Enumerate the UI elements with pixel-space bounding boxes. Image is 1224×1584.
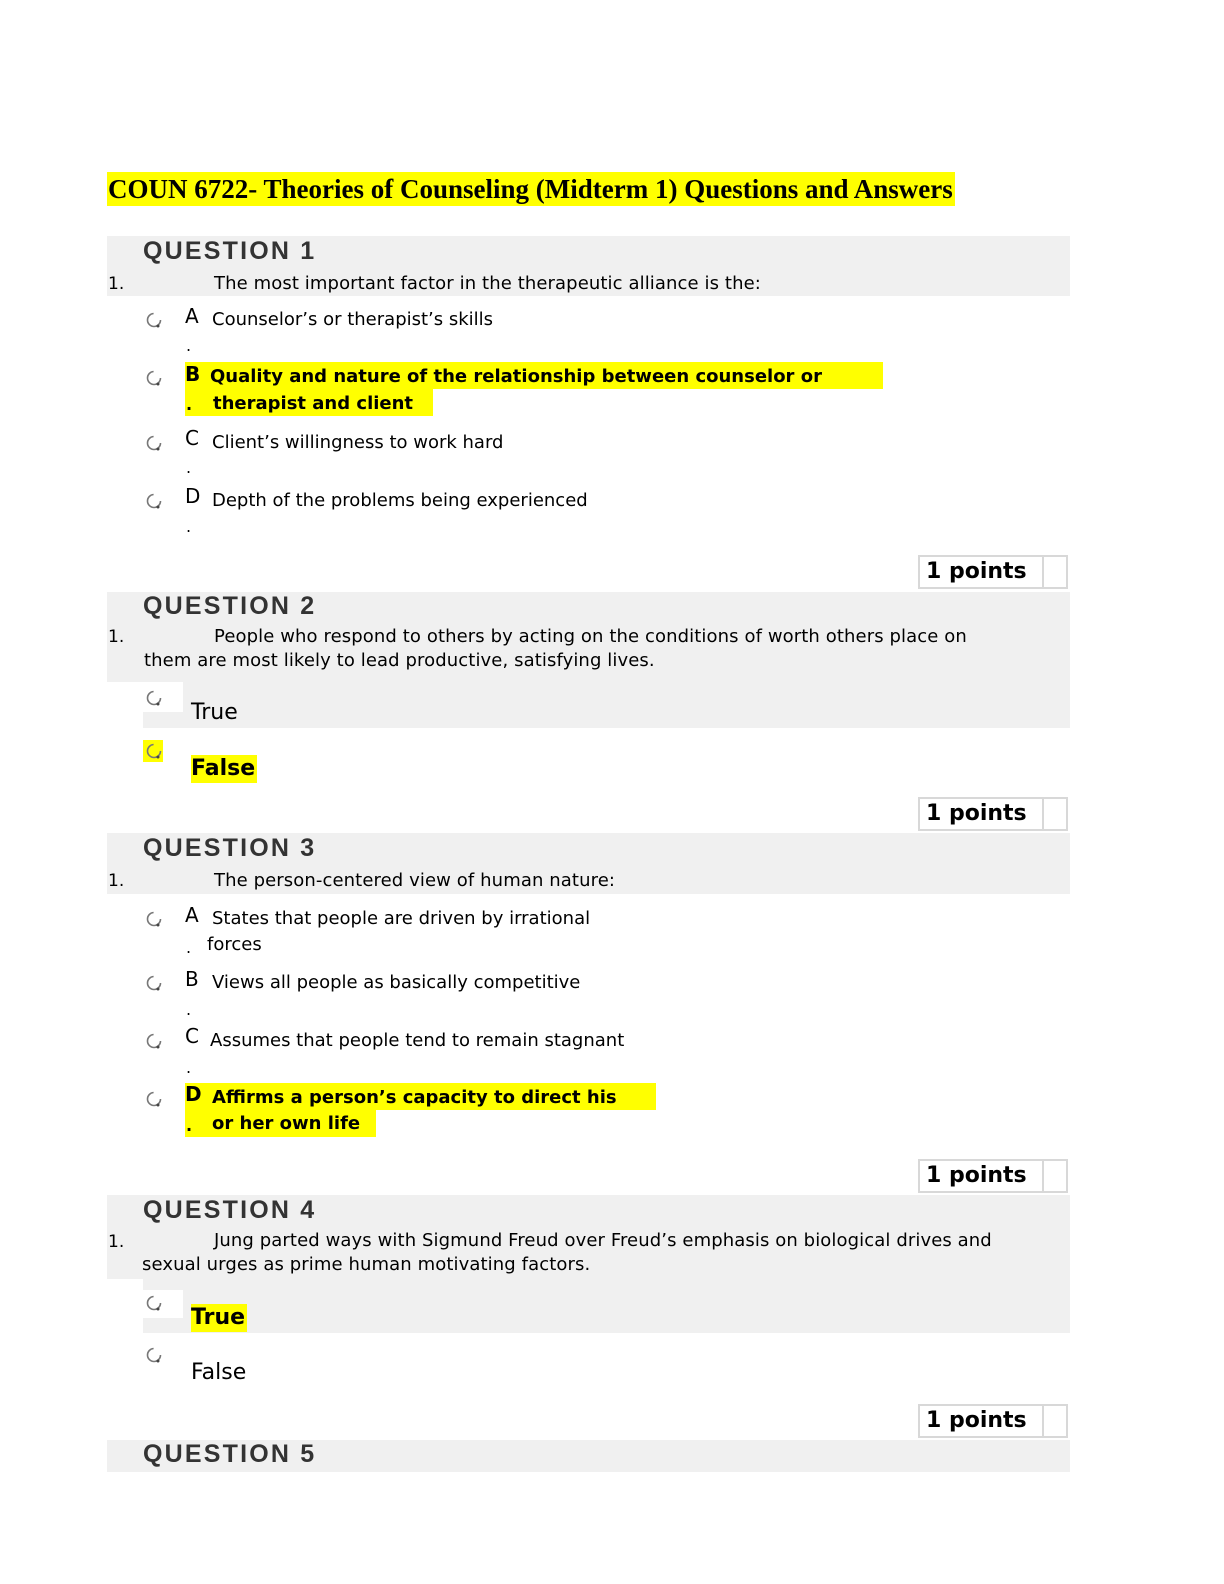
question-1-heading: QUESTION 1 xyxy=(143,237,317,265)
question-2-text-line1: People who respond to others by acting on the conditions of worth others place on xyxy=(214,626,967,647)
q3-option-d-radio[interactable] xyxy=(146,1091,162,1107)
q1-option-d-dot: . xyxy=(186,517,192,536)
q3-option-a-text-line1: States that people are driven by irrational xyxy=(212,908,591,929)
q2-false-label: False xyxy=(191,756,256,781)
question-4-text-line2: sexual urges as prime human motivating factors. xyxy=(142,1254,591,1275)
q3-option-d-text-line1: Affirms a person’s capacity to direct his xyxy=(212,1087,617,1108)
q1-option-a-letter: A xyxy=(185,304,199,328)
q4-false-radio[interactable] xyxy=(146,1347,162,1363)
q2-false-radio[interactable] xyxy=(146,743,162,759)
q3-option-d-letter: D xyxy=(185,1082,202,1106)
q1-points-label: 1 points xyxy=(920,557,1044,587)
question-1-number: 1. xyxy=(108,274,125,294)
q3-option-d-text-line2: or her own life xyxy=(212,1113,361,1134)
q1-option-c-dot: . xyxy=(186,458,192,477)
q3-option-a-letter: A xyxy=(185,903,199,927)
q3-option-b-dot: . xyxy=(186,1000,192,1019)
q2-true-label: True xyxy=(191,700,238,725)
q1-option-b-letter: B xyxy=(185,362,201,386)
question-4-text-line1: Jung parted ways with Sigmund Freud over Freud’s emphasis on biological drives and xyxy=(214,1230,992,1251)
q1-option-b-text-line1: Quality and nature of the relationship between counselor or xyxy=(210,366,822,387)
q2-points-label: 1 points xyxy=(920,799,1044,829)
q3-option-b-text: Views all people as basically competitive xyxy=(212,972,581,993)
q3-option-c-letter: C xyxy=(185,1024,199,1048)
q1-option-d-radio[interactable] xyxy=(146,493,162,509)
q3-option-c-text: Assumes that people tend to remain stagnant xyxy=(210,1030,625,1051)
document-title: COUN 6722- Theories of Counseling (Midterm 1) Questions and Answers xyxy=(108,174,953,204)
question-2-heading: QUESTION 2 xyxy=(143,592,317,620)
q4-true-label: True xyxy=(191,1305,246,1330)
q1-option-a-text: Counselor’s or therapist’s skills xyxy=(212,309,494,330)
q3-option-c-dot: . xyxy=(186,1058,192,1077)
question-2-number: 1. xyxy=(108,627,125,647)
question-2-white-gap xyxy=(107,682,143,728)
question-3-number: 1. xyxy=(108,871,125,891)
q3-option-a-text-line2: forces xyxy=(207,934,262,955)
q1-option-c-letter: C xyxy=(185,426,199,450)
q1-option-b-dot: . xyxy=(186,395,193,414)
q3-option-a-radio[interactable] xyxy=(146,911,162,927)
q3-points-box xyxy=(918,1159,1068,1193)
question-4-number: 1. xyxy=(108,1232,125,1252)
question-2-text-line2: them are most likely to lead productive, satisfying lives. xyxy=(144,650,655,671)
q4-true-radio[interactable] xyxy=(146,1295,162,1311)
q1-option-d-letter: D xyxy=(185,484,201,508)
q1-option-a-radio[interactable] xyxy=(146,312,162,328)
q4-points-label: 1 points xyxy=(920,1406,1044,1436)
q1-option-b-text-line2: therapist and client xyxy=(213,393,414,414)
q3-option-b-letter: B xyxy=(185,967,199,991)
q4-false-label: False xyxy=(191,1360,247,1385)
q1-option-c-text: Client’s willingness to work hard xyxy=(212,432,504,453)
question-4-true-bar xyxy=(143,1279,1070,1333)
q1-option-b-radio[interactable] xyxy=(146,370,162,386)
q1-option-a-dot: . xyxy=(186,336,192,355)
q4-points-box xyxy=(918,1404,1068,1438)
q1-option-d-text: Depth of the problems being experienced xyxy=(212,490,588,511)
q3-option-a-dot: . xyxy=(186,938,192,957)
q2-true-radio[interactable] xyxy=(146,690,162,706)
q3-option-b-radio[interactable] xyxy=(146,975,162,991)
question-4-heading: QUESTION 4 xyxy=(143,1196,317,1224)
question-1-text: The most important factor in the therapeutic alliance is the: xyxy=(214,273,761,294)
question-3-heading: QUESTION 3 xyxy=(143,834,317,862)
q3-option-c-radio[interactable] xyxy=(146,1033,162,1049)
q3-points-label: 1 points xyxy=(920,1161,1044,1191)
q1-points-box xyxy=(918,555,1068,589)
question-3-text: The person-centered view of human nature: xyxy=(214,870,616,891)
q3-option-d-dot: . xyxy=(186,1116,193,1135)
q1-option-c-radio[interactable] xyxy=(146,435,162,451)
q2-points-box xyxy=(918,797,1068,831)
question-5-heading: QUESTION 5 xyxy=(143,1440,317,1468)
